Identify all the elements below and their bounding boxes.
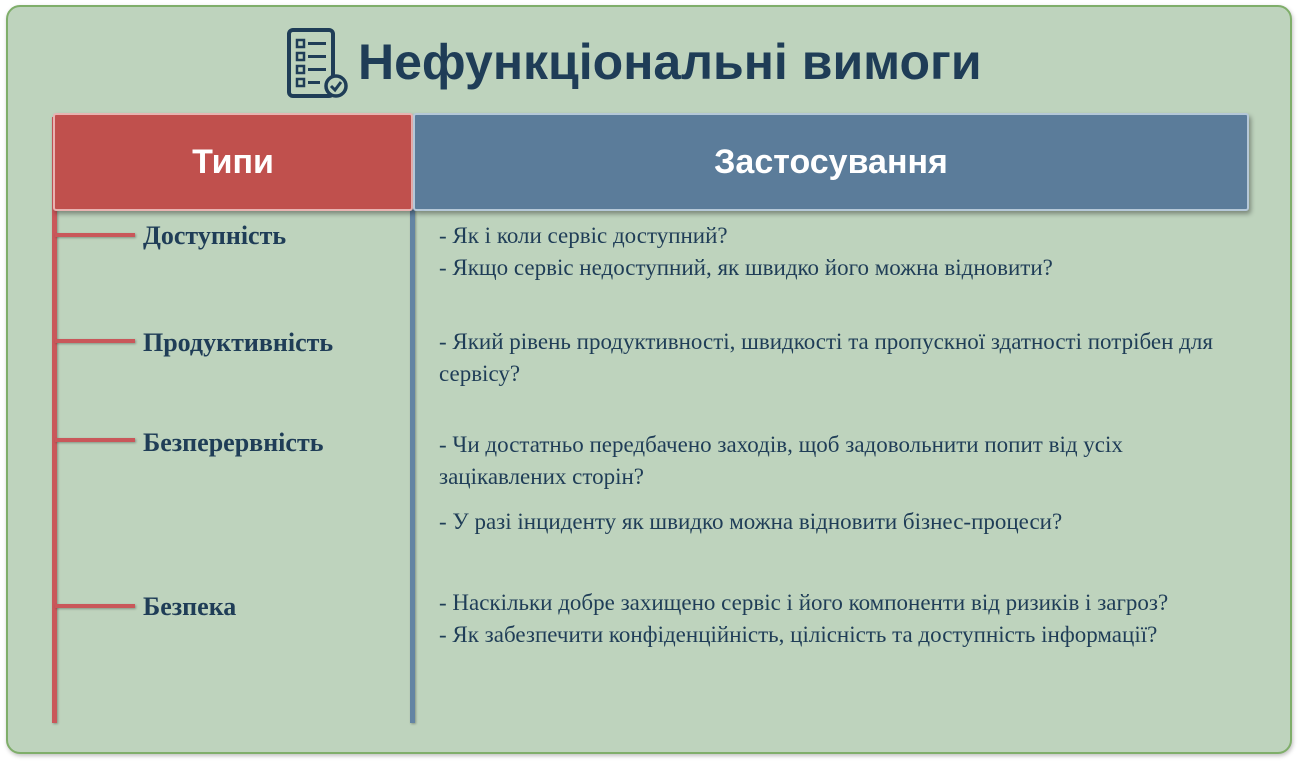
- type-label-security: Безпека: [143, 592, 237, 621]
- application-line: - Наскільки добре захищено сервіс і його компоненти від ризиків і загроз?: [439, 590, 1169, 615]
- branch-connector: [55, 438, 135, 442]
- type-label-performance: Продуктивність: [143, 328, 334, 357]
- branch-connector: [55, 233, 135, 237]
- branch-connector: [55, 339, 135, 343]
- application-performance: [439, 326, 1249, 390]
- application-continuity-1: [439, 429, 1249, 493]
- application-header: Застосування: [413, 113, 1249, 211]
- application-continuity-2: [439, 506, 1249, 538]
- application-line: - Якщо сервіс недоступний, як швидко його можна відновити?: [439, 255, 1053, 280]
- application-line: - Як і коли сервіс доступний?: [439, 223, 728, 248]
- type-label-continuity: Безперервність: [143, 428, 324, 457]
- title-row: [0, 22, 1300, 102]
- application-line: - Який рівень продуктивності, швидкості та пропускної здатності потрібен для сервісу?: [439, 329, 1213, 386]
- application-line: - У разі інциденту як швидко можна відновити бізнес-процеси?: [439, 509, 1063, 534]
- application-line: - Як забезпечити конфіденційність, цілісність та доступність інформації?: [439, 622, 1158, 647]
- page-title: Нефункціональні вимоги: [358, 34, 982, 90]
- application-security: [439, 587, 1249, 651]
- types-header: Типи: [53, 113, 413, 211]
- type-label-availability: Доступність: [143, 221, 287, 250]
- application-line: - Чи достатньо передбачено заходів, щоб задовольнити попит від усіх зацікавлених сторін?: [439, 432, 1123, 489]
- branch-connector: [55, 604, 135, 608]
- application-availability: [439, 220, 1249, 284]
- checklist-icon: [286, 26, 348, 102]
